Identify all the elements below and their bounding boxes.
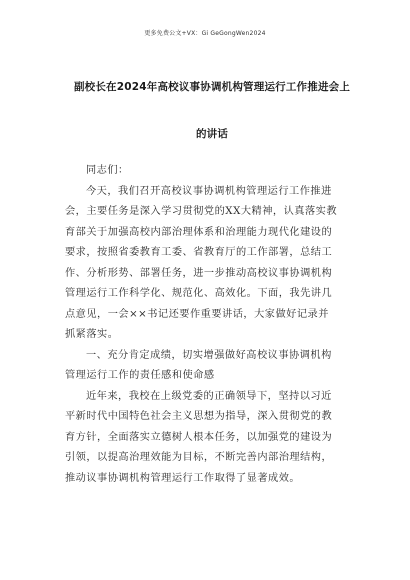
paragraph-line: 平新时代中国特色社会主义思想为指导，深入贯彻党的教: [65, 411, 333, 422]
header-note: 更多免费公文+VX：Gi GeGongWen2024: [144, 30, 266, 37]
paragraph-line: 育部关于加强高校内部治理体系和治理能力现代化建设的: [65, 226, 333, 238]
document-title-line-2: 的讲话: [195, 128, 229, 140]
paragraph-line: 点意见，一会××书记还要作重要讲话，大家做好记录并: [65, 308, 329, 320]
document-title-line-1: 副校长在2024年高校议事协调机构管理运行工作推进会上: [73, 81, 351, 93]
paragraph-line: 管理运行工作科学化、规范化、高效化。下面，我先讲几: [65, 288, 333, 299]
paragraph-line: 推动议事协调机构管理运行工作取得了显著成效。: [65, 472, 301, 484]
paragraph-line: 近年来，我校在上级党委的正确领导下，坚持以习近: [86, 390, 332, 402]
paragraph-line: 会，主要任务是深入学习贯彻党的XX大精神，认真落实教: [65, 206, 338, 217]
document-body: [65, 161, 355, 489]
paragraph-line: 要求，按照省委教育工委、省教育厅的工作部署，总结工: [65, 247, 333, 258]
paragraph-line: 抓紧落实。: [65, 329, 119, 340]
paragraph-line: 引领，以提高治理效能为目标，不断完善内部治理结构，: [65, 452, 333, 463]
section-heading-1: [65, 346, 355, 387]
paragraph-intro: [65, 182, 355, 346]
paragraph-line: 育方针，全面落实立德树人根本任务，以加强党的建设为: [65, 431, 333, 443]
paragraph-line: 作、分析形势、部署任务，进一步推动高校议事协调机构: [65, 267, 333, 279]
paragraph-achievements: [65, 387, 355, 490]
paragraph-line: 管理运行工作的责任感和使命感: [65, 370, 215, 381]
paragraph-line: 今天，我们召开高校议事协调机构管理运行工作推进: [86, 185, 332, 197]
salutation: 同志们：: [86, 165, 129, 176]
salutation-paragraph: [65, 161, 355, 182]
paragraph-line: 一、充分肯定成绩，切实增强做好高校议事协调机构: [86, 349, 332, 361]
